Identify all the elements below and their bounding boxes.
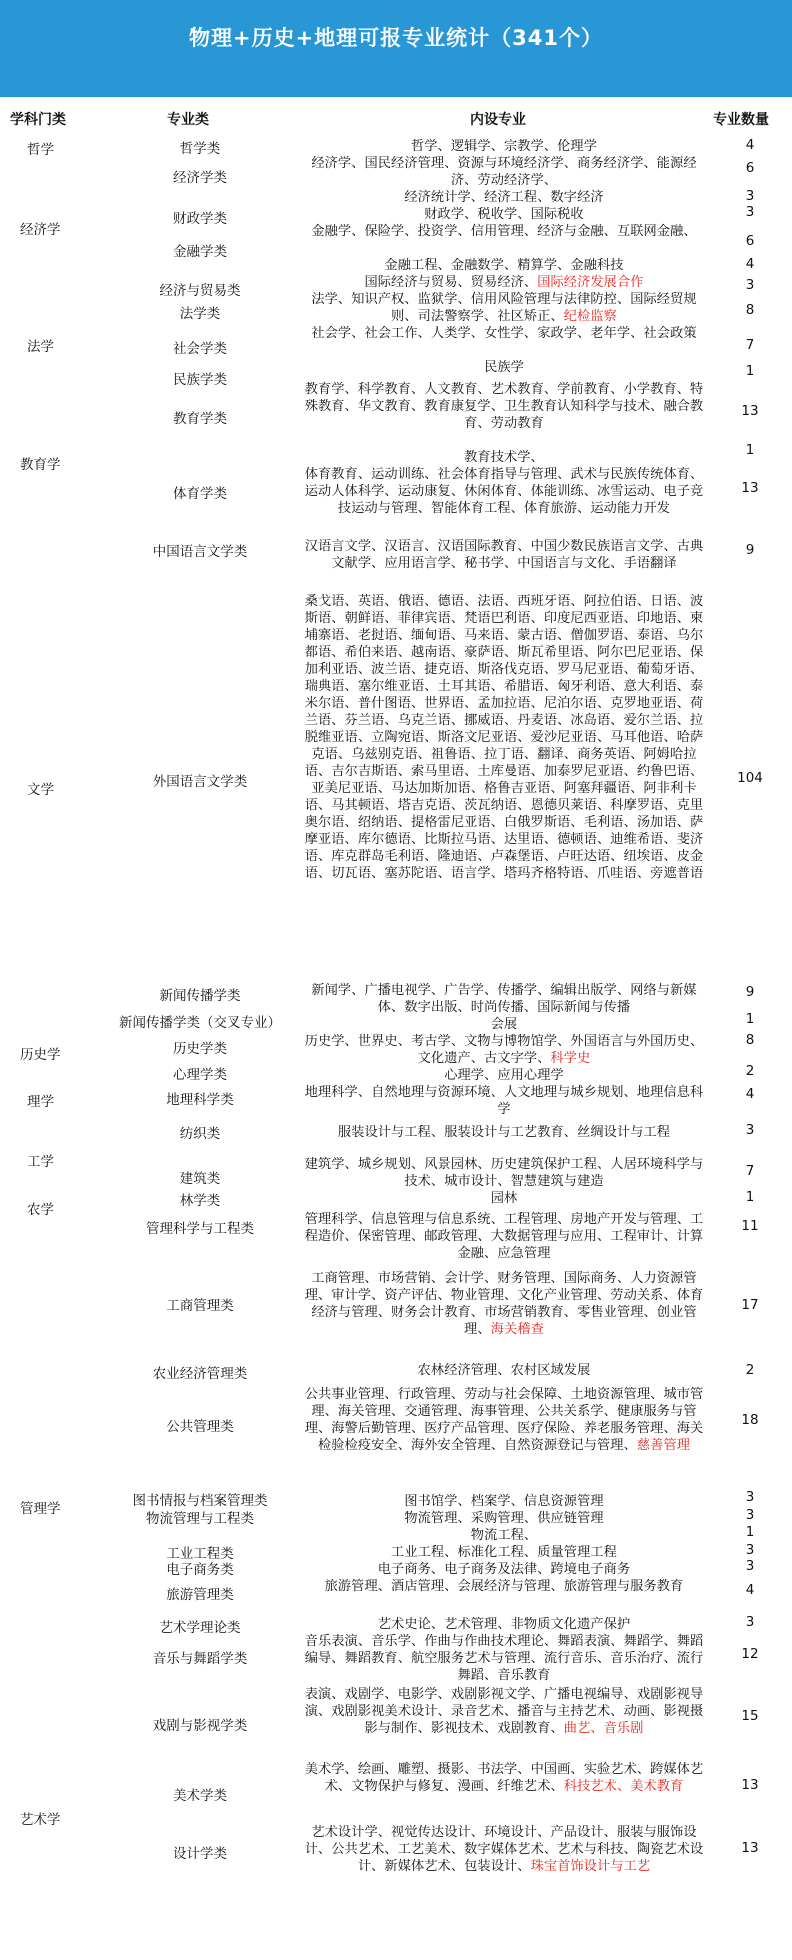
majors-cell <box>300 982 708 1016</box>
category-cell: 音乐与舞蹈学类 <box>152 1651 248 1667</box>
discipline-label: 艺术学 <box>20 1812 61 1828</box>
category-cell: 社会学类 <box>173 341 227 357</box>
majors-cell <box>300 138 708 155</box>
majors-text: 服装设计与工程、服装设计与工艺教育、丝绸设计与工程 <box>337 1125 671 1140</box>
count-cell: 3 <box>745 277 755 293</box>
category-cell: 教育学类 <box>173 411 227 427</box>
majors-text: 心理学、应用心理学 <box>444 1068 564 1083</box>
majors-text: 桑戈语、英语、俄语、德语、法语、西班牙语、阿拉伯语、日语、波斯语、朝鲜语、菲律宾语、梵语巴利语、印度尼西亚语、印地语、柬埔寨语、老挝语、缅甸语、马来语、蒙古语、僧伽罗语、泰语、乌尔都语、希伯来语、越南语、豪萨语、斯瓦希里语、阿尔巴尼亚语、保加利亚语、波兰语、捷克语、斯洛伐克语、罗马尼亚语、葡萄牙语、瑞典语、塞尔维亚语、土耳其语、希腊语、匈牙利语、意大利语、泰米尔语、普什图语、世界语、孟加拉语、尼泊尔语、克罗地亚语、荷兰语、芬兰语、乌克兰语、挪威语、丹麦语、冰岛语、爱尔兰语、拉脱维亚语、立陶宛语、斯洛文尼亚语、爱沙尼亚语、马耳他语、哈萨克语、乌兹别克语、祖鲁语、拉丁语、翻译、商务英语、阿姆哈拉语、吉尔吉斯语、索马里语、土库曼语、加泰罗尼亚语、约鲁巴语、亚美尼亚语、马达加斯加语、格鲁吉亚语、阿塞拜疆语、阿非利卡语、马其顿语、塔吉克语、茨瓦纳语、恩德贝莱语、科摩罗语、克里奥尔语、绍纳语、提格雷尼亚语、白俄罗斯语、毛利语、汤加语、萨摩亚语、库尔德语、比斯拉马语、达里语、德顿语、迪维希语、斐济语、库克群岛毛利语、隆迪语、卢森堡语、卢旺达语、纽埃语、皮金语、切瓦语、塞苏陀语、语言学、塔玛齐格特语、爪哇语、旁遮普语 <box>304 594 704 881</box>
majors-text: 图书馆学、档案学、信息资源管理 <box>404 1494 604 1509</box>
majors-cell <box>300 1824 708 1875</box>
majors-cell <box>300 1493 708 1510</box>
majors-cell <box>300 155 708 189</box>
category-cell: 物流管理与工程类 <box>146 1511 254 1527</box>
col-majors: 内设专业 <box>470 112 526 128</box>
new-majors-highlight: 慈善管理 <box>636 1438 691 1453</box>
category-cell: 设计学类 <box>173 1846 227 1862</box>
discipline-label: 历史学 <box>20 1047 61 1063</box>
category-cell: 图书情报与档案管理类 <box>132 1493 268 1509</box>
new-majors-highlight: 科学史 <box>550 1051 591 1066</box>
count-cell: 6 <box>745 233 755 249</box>
new-majors-highlight: 曲艺、音乐剧 <box>563 1721 644 1736</box>
majors-text: 艺术史论、艺术管理、非物质文化遗产保护 <box>377 1617 631 1632</box>
majors-cell <box>300 1616 708 1633</box>
category-cell: 公共管理类 <box>166 1419 234 1435</box>
majors-text: 物流工程、 <box>470 1528 538 1543</box>
majors-cell <box>300 189 708 206</box>
majors-cell <box>300 1527 708 1544</box>
count-cell: 1 <box>745 1189 755 1205</box>
majors-text: 新闻学、广播电视学、广告学、传播学、编辑出版学、网络与新媒体、数字出版、时尚传播、国际新闻与传播 <box>311 983 697 1015</box>
col-category: 专业类 <box>167 112 209 128</box>
count-cell: 8 <box>745 302 755 318</box>
majors-cell <box>300 1033 708 1067</box>
count-cell: 11 <box>741 1218 759 1234</box>
col-discipline: 学科门类 <box>10 112 66 128</box>
count-cell: 6 <box>745 160 755 176</box>
page-title: 物理+历史+地理可报专业统计（341个） <box>188 25 604 50</box>
majors-text: 旅游管理、酒店管理、会展经济与管理、旅游管理与服务教育 <box>324 1579 684 1594</box>
count-cell: 2 <box>745 1362 755 1378</box>
count-cell: 8 <box>745 1032 755 1048</box>
count-cell: 7 <box>745 337 755 353</box>
count-cell: 2 <box>745 1063 755 1079</box>
majors-text: 物流管理、采购管理、供应链管理 <box>404 1511 604 1526</box>
majors-text: 会展 <box>490 1017 518 1032</box>
discipline-label: 理学 <box>27 1094 54 1110</box>
count-cell: 4 <box>745 256 755 272</box>
category-cell: 建筑类 <box>179 1171 221 1187</box>
majors-text: 体育教育、运动训练、社会体育指导与管理、武术与民族传统体育、运动人体科学、运动康复、休闲体育、体能训练、冰雪运动、电子竞技运动与管理、智能体育工程、体育旅游、运动能力开发 <box>304 467 704 516</box>
count-cell: 9 <box>745 542 755 558</box>
count-cell: 13 <box>741 403 759 419</box>
majors-text: 园林 <box>490 1191 518 1206</box>
count-cell: 13 <box>741 480 759 496</box>
majors-cell <box>300 291 708 325</box>
count-cell: 3 <box>745 1558 755 1574</box>
majors-cell <box>300 1190 708 1207</box>
discipline-label: 工学 <box>27 1154 54 1170</box>
category-cell: 地理科学类 <box>166 1092 234 1108</box>
majors-text: 电子商务、电子商务及法律、跨境电子商务 <box>377 1562 631 1577</box>
new-majors-highlight: 国际经济发展合作 <box>537 275 644 290</box>
majors-text: 公共事业管理、行政管理、劳动与社会保障、土地资源管理、城市管理、海关管理、交通管理、海事管理、公共关系学、健康服务与管理、海警后勤管理、医疗产品管理、医疗保险、养老服务管理、海关检验检疫安全、海外安全管理、自然资源登记与管理、 <box>304 1387 704 1453</box>
new-majors-highlight: 海关稽查 <box>490 1322 544 1337</box>
majors-cell <box>300 257 708 274</box>
count-cell: 12 <box>741 1646 759 1662</box>
category-cell: 金融学类 <box>173 244 227 260</box>
category-cell: 哲学类 <box>179 141 221 157</box>
title-banner <box>0 0 792 97</box>
count-cell: 3 <box>745 1489 755 1505</box>
majors-cell <box>300 466 708 517</box>
majors-cell <box>300 1544 708 1561</box>
count-cell: 13 <box>741 1777 759 1793</box>
count-cell: 1 <box>745 1011 755 1027</box>
majors-cell <box>300 1686 708 1737</box>
count-cell: 18 <box>741 1412 759 1428</box>
majors-text: 工业工程、标准化工程、质量管理工程 <box>391 1545 617 1560</box>
majors-text: 法学、知识产权、监狱学、信用风险管理与法律防控、国际经贸规则、司法警察学、社区矫正、 <box>311 292 697 324</box>
count-cell: 104 <box>737 770 763 786</box>
majors-cell <box>300 593 708 882</box>
discipline-label: 教育学 <box>20 457 61 473</box>
column-header-row <box>0 105 792 131</box>
count-cell: 3 <box>745 188 755 204</box>
majors-cell <box>300 1211 708 1262</box>
discipline-label: 农学 <box>27 1202 54 1218</box>
majors-cell <box>300 325 708 342</box>
count-cell: 3 <box>745 204 755 220</box>
discipline-label: 文学 <box>27 782 54 798</box>
count-cell: 1 <box>745 442 755 458</box>
majors-cell <box>300 1386 708 1454</box>
majors-cell <box>300 538 708 572</box>
category-cell: 戏剧与影视学类 <box>152 1718 248 1734</box>
count-cell: 15 <box>741 1708 759 1724</box>
new-majors-highlight: 科技艺术、美术教育 <box>563 1779 684 1794</box>
majors-cell <box>300 1561 708 1578</box>
category-cell: 新闻传播学类（交叉专业） <box>119 1015 281 1031</box>
majors-cell <box>300 1761 708 1795</box>
col-count: 专业数量 <box>713 112 769 128</box>
majors-cell <box>300 1633 708 1684</box>
majors-text: 经济统计学、经济工程、数字经济 <box>404 190 604 205</box>
majors-text: 艺术设计学、视觉传达设计、环境设计、产品设计、服装与服饰设计、公共艺术、工艺美术、数字媒体艺术、艺术与科技、陶瓷艺术设计、新媒体艺术、包装设计、 <box>304 1825 704 1874</box>
category-cell: 旅游管理类 <box>166 1587 234 1603</box>
count-cell: 13 <box>741 1840 759 1856</box>
category-cell: 经济与贸易类 <box>159 283 241 299</box>
new-majors-highlight: 纪检监察 <box>563 309 617 324</box>
count-cell: 4 <box>745 1086 755 1102</box>
majors-cell <box>300 1016 708 1033</box>
count-cell: 7 <box>745 1163 755 1179</box>
majors-cell <box>300 1084 708 1118</box>
count-cell: 1 <box>745 1524 755 1540</box>
majors-cell <box>300 1067 708 1084</box>
discipline-label: 经济学 <box>20 222 61 238</box>
majors-text: 民族学 <box>484 360 524 375</box>
category-cell: 工商管理类 <box>166 1298 234 1314</box>
majors-text: 哲学、逻辑学、宗教学、伦理学 <box>410 139 598 154</box>
category-cell: 新闻传播学类 <box>159 988 241 1004</box>
majors-text: 经济学、国民经济管理、资源与环境经济学、商务经济学、能源经济、劳动经济学、 <box>311 156 697 188</box>
majors-text: 管理科学、信息管理与信息系统、工程管理、房地产开发与管理、工程造价、保密管理、邮政管理、大数据管理与应用、工程审计、计算金融、应急管理 <box>304 1212 704 1261</box>
count-cell: 4 <box>745 137 755 153</box>
majors-cell <box>300 1270 708 1338</box>
majors-text: 汉语言文学、汉语言、汉语国际教育、中国少数民族语言文学、古典文献学、应用语言学、秘书学、中国语言与文化、手语翻译 <box>304 539 704 571</box>
majors-text: 音乐表演、音乐学、作曲与作曲技术理论、舞蹈表演、舞蹈学、舞蹈编导、舞蹈教育、航空服务艺术与管理、流行音乐、音乐治疗、流行舞蹈、音乐教育 <box>304 1634 704 1683</box>
majors-text: 表演、戏剧学、电影学、戏剧影视文学、广播电视编导、戏剧影视导演、戏剧影视美术设计、录音艺术、播音与主持艺术、动画、影视摄影与制作、影视技术、戏剧教育、 <box>304 1687 704 1736</box>
count-cell: 9 <box>745 984 755 1000</box>
majors-cell <box>300 1362 708 1379</box>
category-cell: 美术学类 <box>173 1788 227 1804</box>
majors-text: 财政学、税收学、国际税收 <box>424 207 584 222</box>
majors-text: 金融工程、金融数学、精算学、金融科技 <box>384 258 624 273</box>
category-cell: 林学类 <box>179 1193 221 1209</box>
category-cell: 纺织类 <box>179 1126 221 1142</box>
majors-cell <box>300 1124 708 1141</box>
count-cell: 3 <box>745 1614 755 1630</box>
majors-text: 历史学、世界史、考古学、文物与博物馆学、外国语言与外国历史、文化遗产、古文字学、 <box>304 1034 704 1066</box>
majors-cell <box>300 206 708 223</box>
category-cell: 中国语言文学类 <box>152 544 248 560</box>
majors-cell <box>300 223 708 240</box>
majors-text: 金融学、保险学、投资学、信用管理、经济与金融、互联网金融、 <box>311 224 697 239</box>
count-cell: 17 <box>741 1297 759 1313</box>
new-majors-highlight: 珠宝首饰设计与工艺 <box>530 1859 651 1874</box>
category-cell: 经济学类 <box>173 170 227 186</box>
majors-text: 教育学、科学教育、人文教育、艺术教育、学前教育、小学教育、特殊教育、华文教育、教育康复学、卫生教育认知科学与技术、融合教育、劳动教育 <box>304 382 704 431</box>
category-cell: 管理科学与工程类 <box>146 1221 254 1237</box>
category-cell: 法学类 <box>179 306 221 322</box>
majors-text: 国际经济与贸易、贸易经济、 <box>364 275 538 290</box>
category-cell: 财政学类 <box>173 211 227 227</box>
category-cell: 艺术学理论类 <box>159 1620 241 1636</box>
discipline-label: 法学 <box>27 339 54 355</box>
category-cell: 农业经济管理类 <box>152 1366 248 1382</box>
count-cell: 1 <box>745 363 755 379</box>
majors-text: 建筑学、城乡规划、风景园林、历史建筑保护工程、人居环境科学与技术、城市设计、智慧建筑与建造 <box>304 1157 704 1189</box>
majors-cell <box>300 449 708 466</box>
category-cell: 工业工程类 <box>166 1546 234 1562</box>
category-cell: 民族学类 <box>173 372 227 388</box>
count-cell: 3 <box>745 1507 755 1523</box>
majors-cell <box>300 359 708 376</box>
category-cell: 外国语言文学类 <box>152 774 248 790</box>
discipline-label: 哲学 <box>27 142 54 158</box>
majors-cell <box>300 1578 708 1595</box>
majors-text: 工商管理、市场营销、会计学、财务管理、国际商务、人力资源管理、审计学、资产评估、物业管理、文化产业管理、劳动关系、体育经济与管理、财务会计教育、市场营销教育、零售业管理、创业管理、 <box>304 1271 704 1337</box>
majors-cell <box>300 274 708 291</box>
discipline-label: 管理学 <box>20 1501 61 1517</box>
majors-text: 美术学、绘画、雕塑、摄影、书法学、中国画、实验艺术、跨媒体艺术、文物保护与修复、漫画、纤维艺术、 <box>304 1762 704 1794</box>
majors-text: 地理科学、自然地理与资源环境、人文地理与城乡规划、地理信息科学 <box>304 1085 704 1117</box>
category-cell: 电子商务类 <box>166 1562 234 1578</box>
count-cell: 3 <box>745 1542 755 1558</box>
majors-cell <box>300 1510 708 1527</box>
category-cell: 历史学类 <box>173 1041 227 1057</box>
majors-text: 农林经济管理、农村区域发展 <box>417 1363 591 1378</box>
category-cell: 心理学类 <box>173 1067 227 1083</box>
majors-text: 教育技术学、 <box>464 450 544 465</box>
majors-cell <box>300 1156 708 1190</box>
count-cell: 3 <box>745 1122 755 1138</box>
category-cell: 体育学类 <box>173 486 227 502</box>
majors-cell <box>300 381 708 432</box>
majors-text: 社会学、社会工作、人类学、女性学、家政学、老年学、社会政策 <box>311 326 697 341</box>
count-cell: 4 <box>745 1582 755 1598</box>
